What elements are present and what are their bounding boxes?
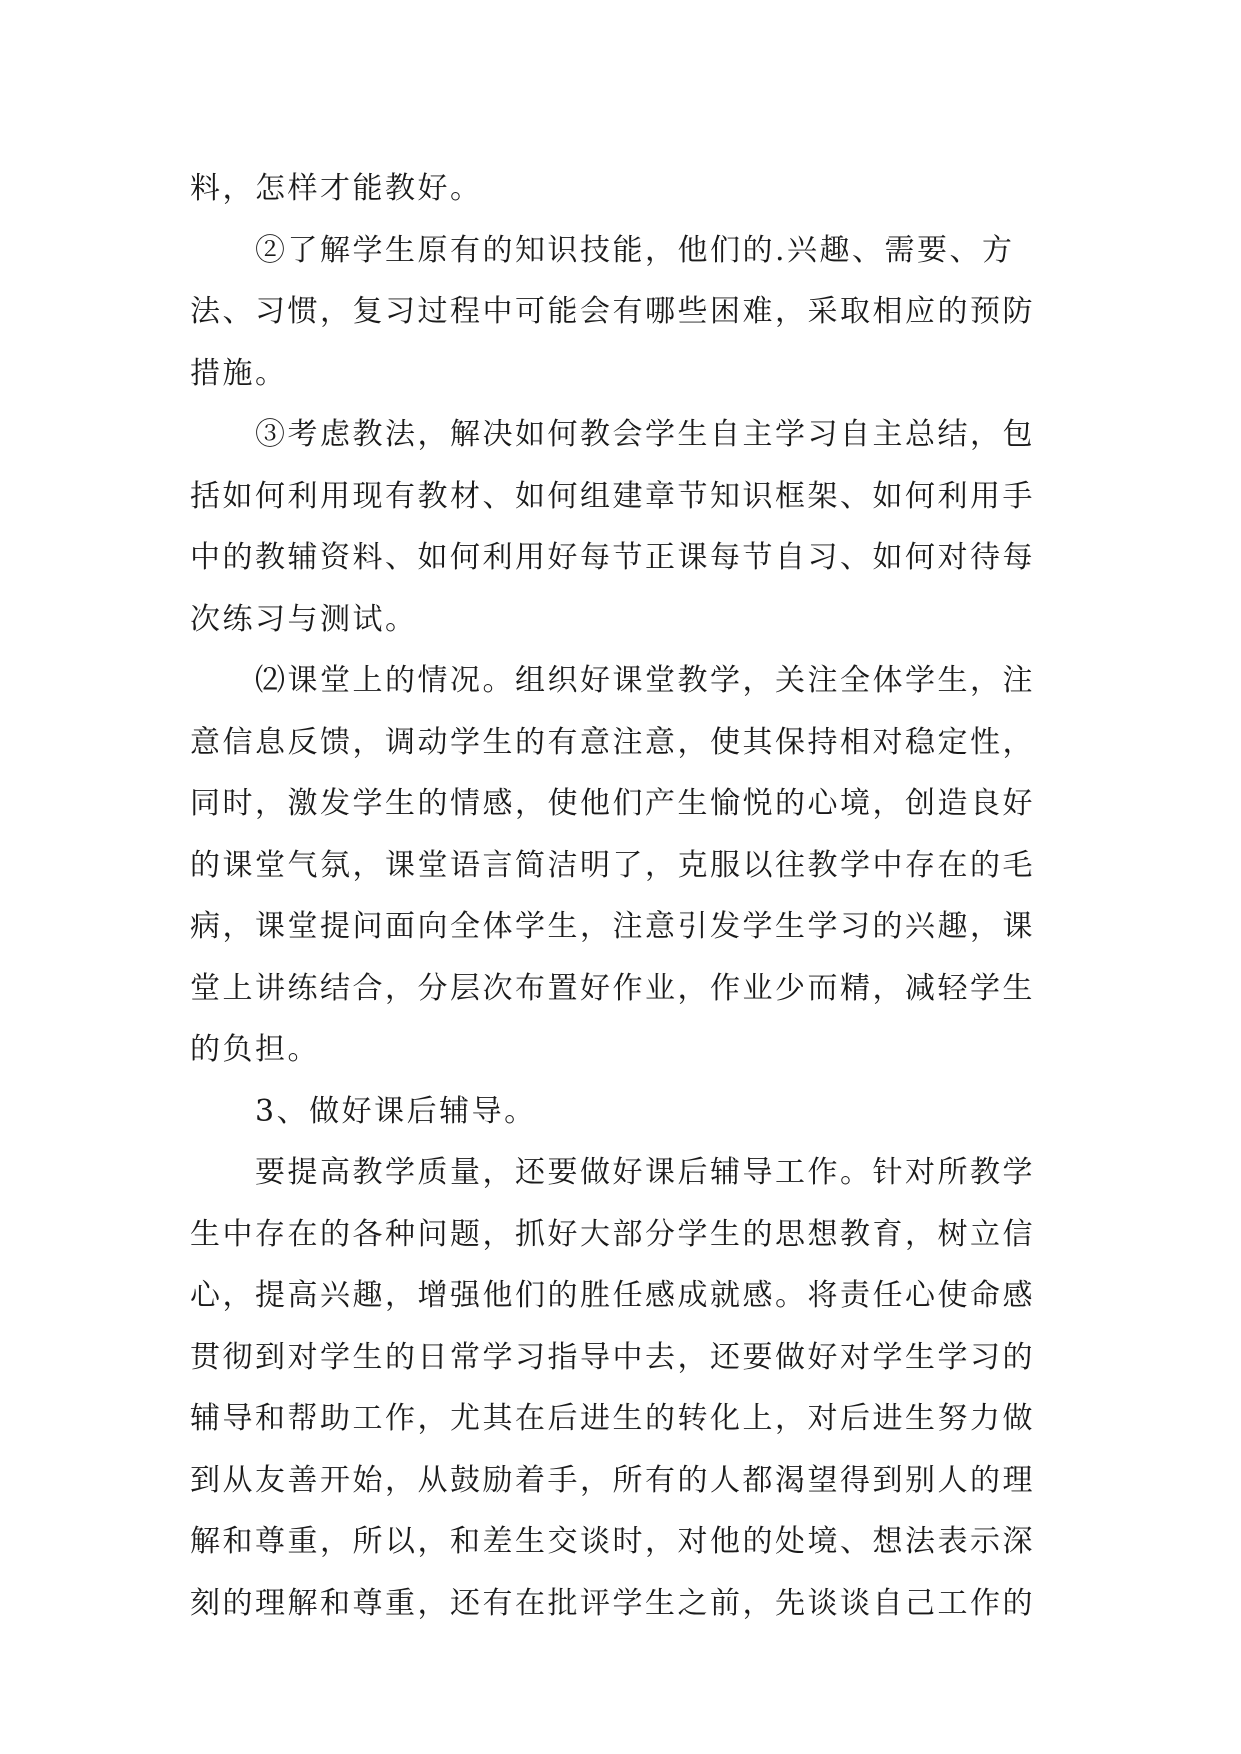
- paragraph-6: 要提高教学质量，还要做好课后辅导工作。针对所教学生中存在的各种问题，抓好大部分学生的思想教育，树立信心，提高兴趣，增强他们的胜任感成就感。将责任心使命感贯彻到对学生的日常学习指导中去，还要做好对学生学习的辅导和帮助工作，尤其在后进生的转化上，对后进生努力做到从友善开始，从鼓励着手，所有的人都渴望得到别人的理解和尊重，所以，和差生交谈时，对他的处境、想法表示深刻的理解和尊重，还有在批评学生之前，先谈谈自己工作的: [190, 1155, 1035, 1621]
- paragraph-2: ②了解学生原有的知识技能，他们的.兴趣、需要、方法、习惯，复习过程中可能会有哪些困难，采取相应的预防措施。: [190, 232, 1035, 391]
- paragraph-1: 料，怎样才能教好。: [190, 171, 483, 206]
- paragraph-5: 3、做好课后辅导。: [255, 1093, 537, 1129]
- document-body: [190, 158, 1055, 1634]
- paragraph-3: ③考虑教法，解决如何教会学生自主学习自主总结，包括如何利用现有教材、如何组建章节知识框架、如何利用手中的教辅资料、如何利用好每节正课每节自习、如何对待每次练习与测试。: [190, 417, 1035, 637]
- paragraph-4: ⑵课堂上的情况。组织好课堂教学，关注全体学生，注意信息反馈，调动学生的有意注意，使其保持相对稳定性，同时，激发学生的情感，使他们产生愉悦的心境，创造良好的课堂气氛，课堂语言简洁明了，克服以往教学中存在的毛病，课堂提问面向全体学生，注意引发学生学习的兴趣，课堂上讲练结合，分层次布置好作业，作业少而精，减轻学生的负担。: [190, 663, 1035, 1067]
